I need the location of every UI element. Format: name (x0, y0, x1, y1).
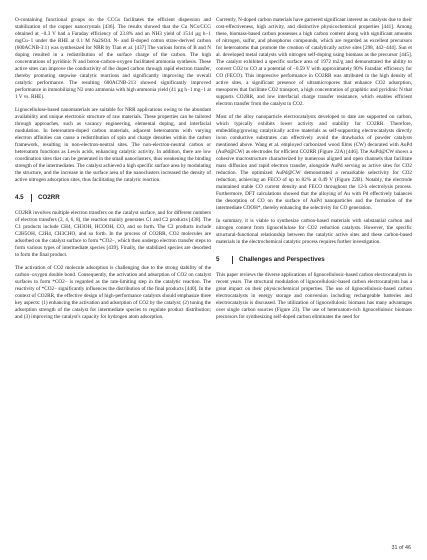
section-title: CO2RR (38, 193, 60, 201)
paragraph: Lignocellulose-based nanomaterials are suitable for NRR applications owing to the abundant availability and unique electronic structure of raw materials. These properties can be tailored through approaches, such as vacancy engineering, elemental doping, and interfacial modulation. In heteroatom-doped carbon materials, adjacent heteroatoms with varying electron affinities can cause a redistribution of spin and charge densities within the carbon framework, resulting in non-electron-neutral sites. The non-electron-neutral carbon or heteroatom functions as Lewis acids, enhancing catalytic activity. In addition, there are low coordination sites that can be generated in the small nanoclusters, thus weakening the binding strength of the intermediates. The catalyst achieved a high specific surface area by modulating the structure, and the increase in the surface area of the nanoclusters increased the density of active nitrogen adsorption sites, thus facilitating the catalytic reaction. (15, 106, 211, 183)
section-heading (216, 256, 412, 264)
paragraph: The activation of CO2 molecule adsorption is challenging due to the strong stability of the carbon−oxygen double bond. Consequently, the activation and adsorption of CO2 on catalyst surfaces to form *CO2− is regarded as the rate-limiting step in the catalytic reaction. The reactivity of *CO2− significantly influences the distribution of the final products [440]. In the context of CO2RR, the effective design of high-performance catalysts should emphasize three key aspects: (1) enhancing the activation and adsorption of CO2 by the catalyst; (2) tuning the adsorption strength of the catalyst for intermediate species to regulate product distribution; and (3) improving the catalyst's capacity for hydrogen atom adsorption. (15, 264, 211, 320)
paragraph: O-containing functional groups on the CCGs facilitates the efficient dispersion and stabilization of the copper nanocrystals [436]. The results showed that the Cu NCs/CCG obtained at −0.3 V had a Faraday efficiency of 23.8% and an NH3 yield of 1514 µg h−1 mgCu−1 under the RHE at 0.1 M Na2SO4. N- and B-doped cotton straw-derived carbon (600ACNB-3:1) was synthesized for NRR by Tian et al. [437] The various forms of B and N doping resulted in a redistribution of the surface charge of the carbon. The high concentrations of pyridinic N and boron-carbon-oxygen facilitated ammonia synthesis. These active sites can improve the conductivity of the doped carbon through rapid electron transfer, thereby promoting stepwise catalytic reactions and significantly improving the overall catalytic performance. The resulting 600ACNB-213 showed significantly improved performance in immobilizing N2 onto ammonia with high ammonia yield (41 µg h−1 mg−1 at 1 V vs. RHE). (15, 17, 211, 101)
paragraph: Most of the alloy nanoparticle electrocatalysts developed to date are supported on carbon, which typically exhibits lower activity and stability for CO2RR. Therefore, embedding/growing catalytically active materials as self-supporting electrocatalysts directly in/on conductive substrates can effectively avoid the drawbacks of powder catalysts mentioned above. Wang et al. employed carbonized wood films (CW) decorated with AuPd (AuPd@CW) as electrodes for efficient CO2RR (Figure 22A) [446]. The AuPd@CW shows a cohesive macrostructure characterized by numerous aligned and open channels that facilitate mass diffusion and rapid electron transfer, alongside AuPd serving as active sites for CO2 reduction. The optimized AuPd@CW demonstrated a remarkable selectivity for CO2 reduction, achieving an FECO of up to 82% at 0.49 V (Figure 22B). Notably, the electrode maintained stable CO current density and FECO throughout the 12-h electrolysis process. Furthermore, DFT calculations showed that the alloying of Au with Pd effectively balances the desorption of CO on the surface of AuPd nanoparticles and the formation of the intermediate COOH*, thereby enhancing the selectivity for CO generation. (216, 113, 412, 211)
section-title: Challenges and Perspectives (239, 255, 325, 263)
right-column (216, 17, 412, 321)
section-heading (15, 194, 211, 202)
paragraph: Currently, N-doped carbon materials have garnered significant interest as catalysts due to their cost-effectiveness, high activity, and distinctive physicochemical properties [441]. Among these, biomass-based carbon possesses a high carbon content along with significant amounts of nitrogen, sulfur, and phosphorus compounds, which are regarded as excellent precursors for heteroatoms that promote the creation of catalytically active sites [298, 442–444]. Sun et al. developed metal catalysts with nitrogen self-doping using biomass as the precursor [445]. The catalyst exhibited a specific surface area of 1972 m2/g and demonstrated the ability to convert CO2 to CO at a potential of −0.59 V with approximately 90% Faradaic efficiency for CO (FECO). This impressive performance in CO2RR was attributed to the high density of active sites, a significant presence of ultramicropores that enhance CO2 adsorption, mesopores that facilitate CO2 transport, a high concentration of graphitic and pyridinic N that supports CO2RR, and low interfacial charge transfer resistance, which enables efficient electron transfer from the catalyst to CO2. (216, 17, 412, 108)
page-number: 31 of 46 (391, 545, 411, 551)
heading-divider (232, 256, 233, 264)
paragraph: This paper reviews the diverse applications of lignocellulosic-based carbon electrocatalysts in recent years. The structural modulation of lignocellulosic-based carbon electrocatalysts has a great impact on their physicochemical properties. The use of lignocellulosic-based carbon electrocatalysts in energy storage and conversion including rechargeable batteries and electrocatalysis is discussed. The utilization of lignocellulosic biomass has many advantages over single carbon sources (Figure 23). The use of heteroatom-rich lignocellulosic biomass precursors for synthesizing self-doped carbon eliminates the need for (216, 271, 412, 320)
section-number: 5 (216, 255, 220, 263)
paragraph: CO2RR involves multiple electron transfers on the catalyst surface, and for different numbers of electron transfers (2, 4, 6, 8), the reaction mainly generates C1 and C2 products [438]. The C1 products include CH4, CH3OH, HCOOH, CO, and so forth. The C2 products include C2H5OH, C2H4, CH3CHO, and so forth. In the process of CO2RR, CO2 molecules are adsorbed on the catalyst surface to form *CO2−, which then undergo electron transfer steps to form various types of intermediate species [439]. Finally, the stabilized species are desorbed to form the final product. (15, 209, 211, 259)
paragraph: In summary, it is viable to synthesize carbon-based materials with substantial carbon and nitrogen content from lignocellulose for CO2 reduction catalysts. However, the specific structural-functional relationship between the catalytic active sites and these carbon-based materials in the electrochemical catalytic process requires further investigation. (216, 217, 412, 245)
left-column (15, 17, 211, 321)
section-number: 4.5 (15, 193, 24, 201)
heading-divider (31, 194, 32, 202)
